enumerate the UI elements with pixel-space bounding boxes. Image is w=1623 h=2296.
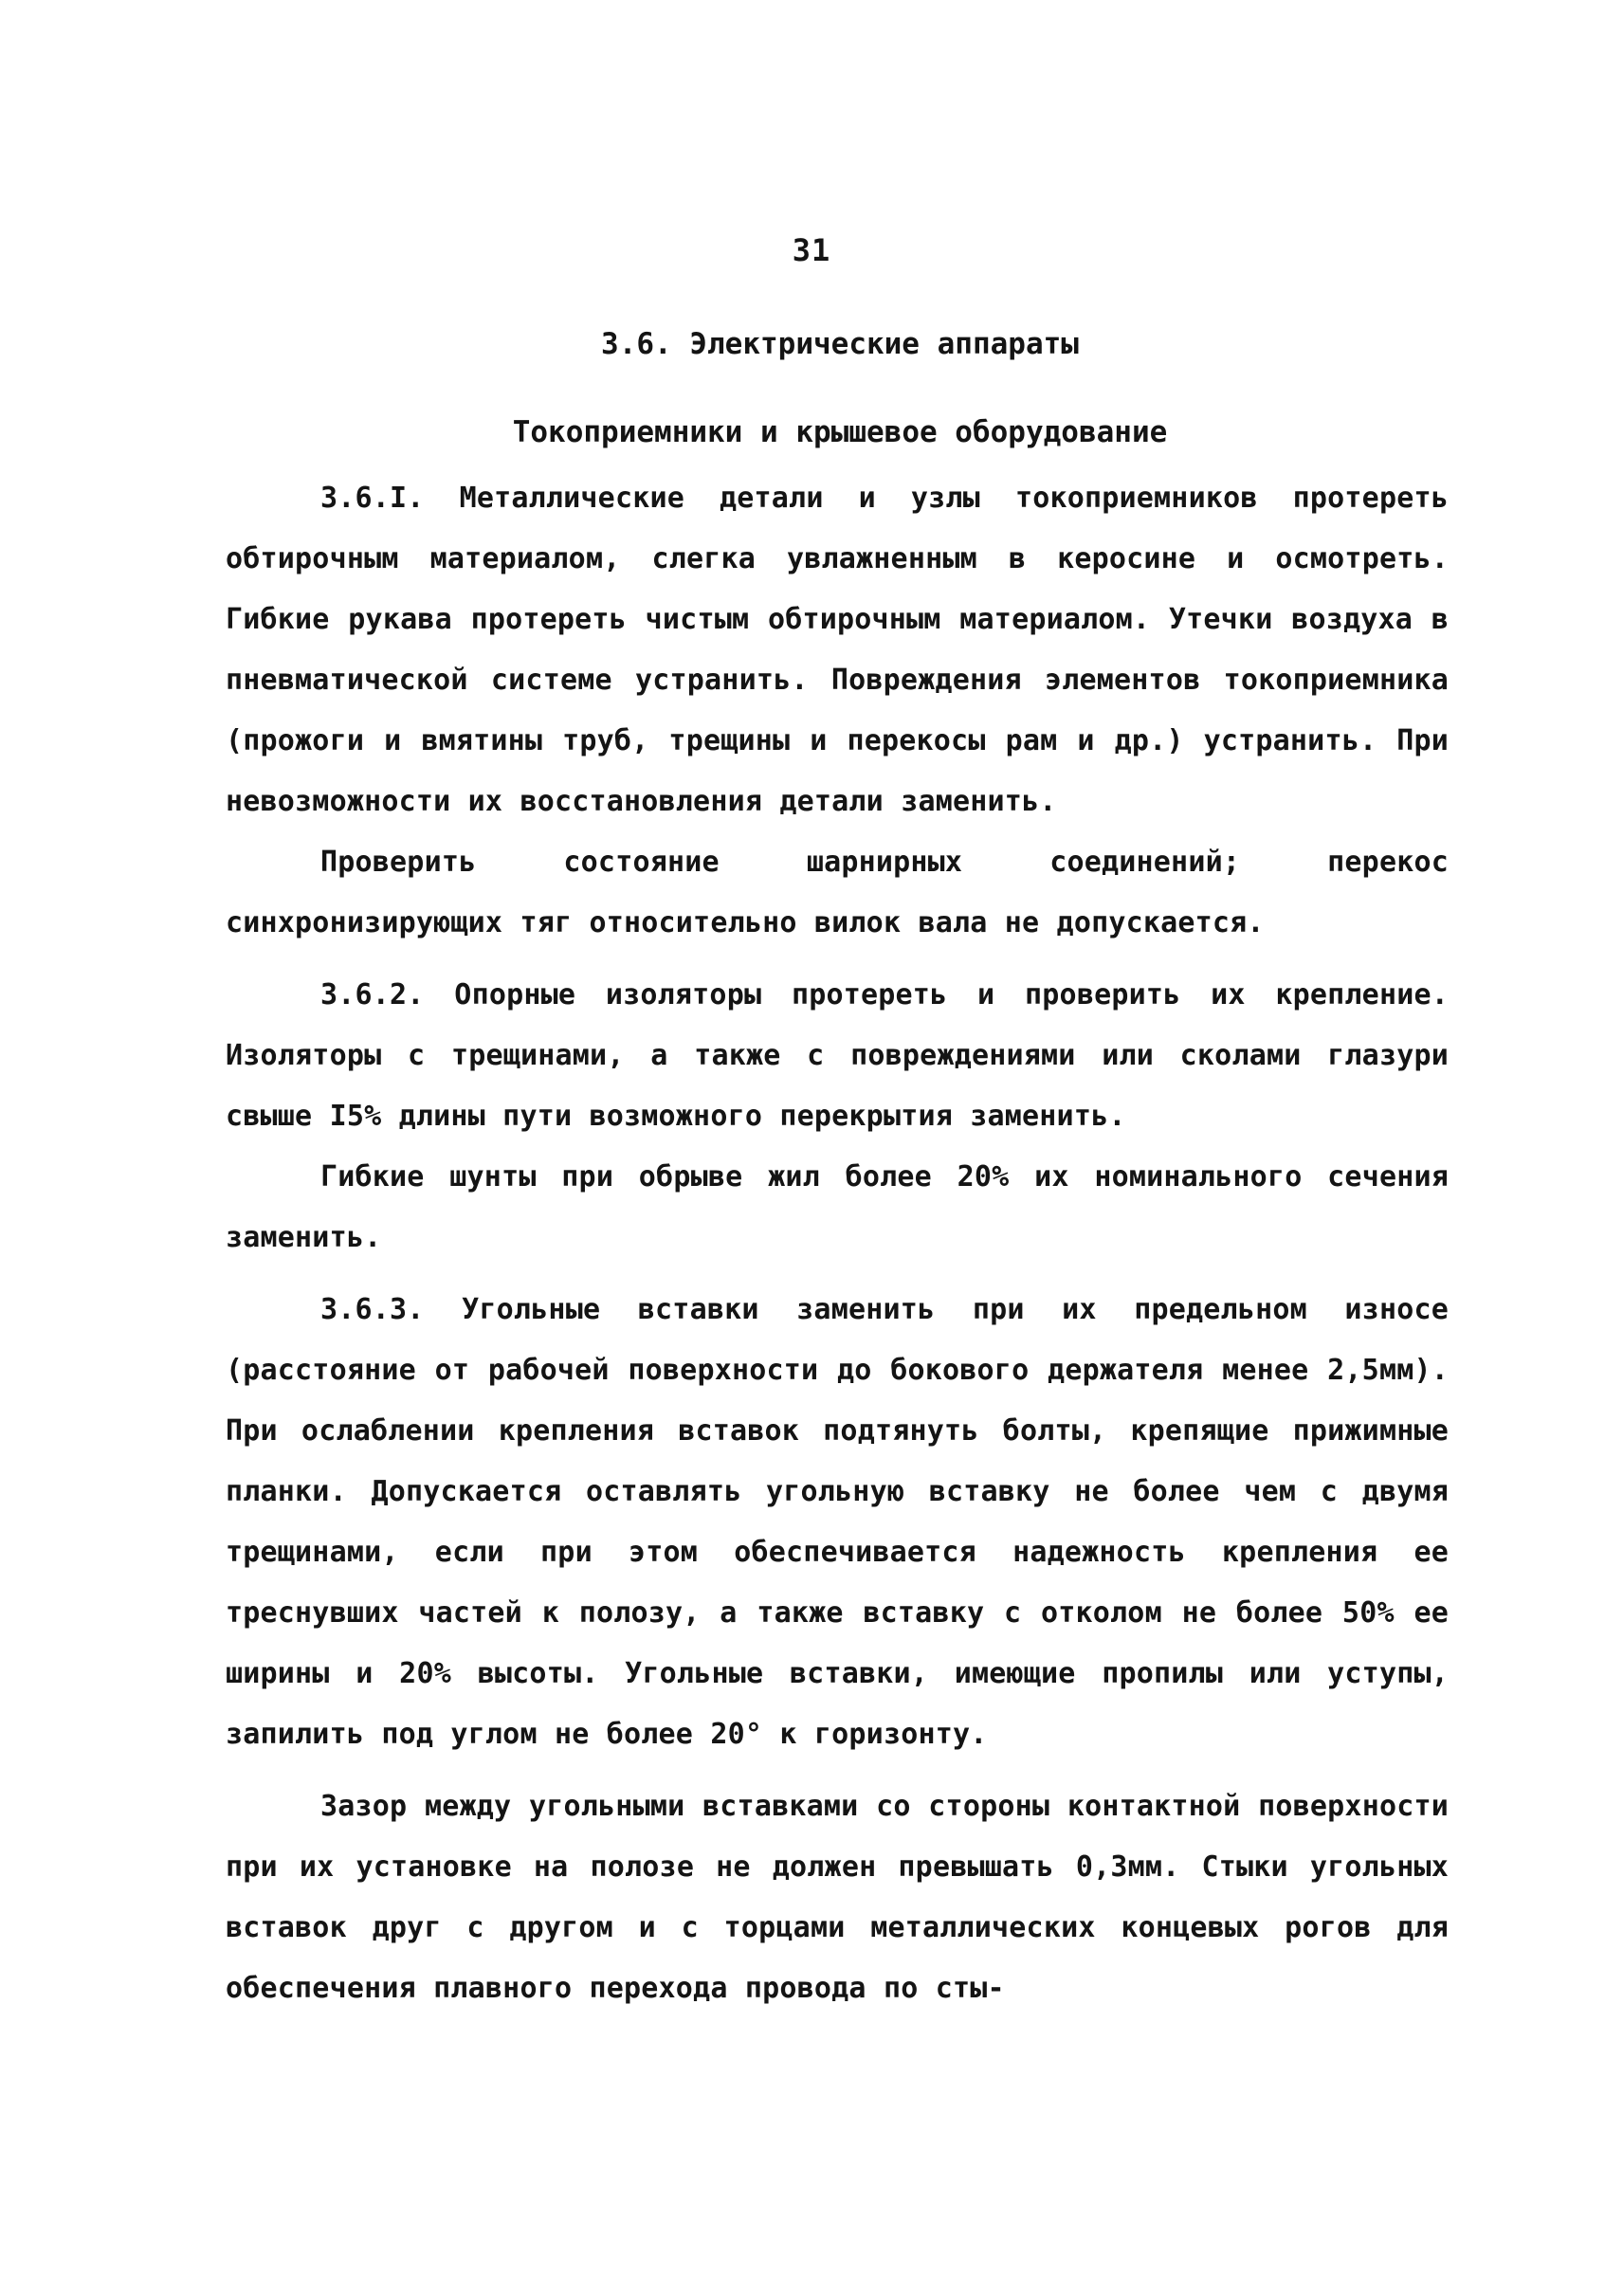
body-text: [226, 468, 1449, 2019]
section-title: 3.6. Электрические аппараты: [601, 327, 1079, 361]
paragraph-3-6-3: 3.6.3. Угольные вставки заменить при их предельном износе (расстояние от рабочей поверхности до бокового держателя менее 2,5мм). При ослаблении крепления вставок подтянуть болты, крепящие прижимные планки. Допускается оставлять угольную вставку не более чем с двумя трещинами, если при этом обеспечивается надежность крепления ее треснувших частей к полозу, а также вставку с отколом не более 50% ее ширины и 20% высоты. Угольные вставки, имеющие пропилы или уступы, запилить под углом не более 20° к горизонту.: [226, 1293, 1449, 1751]
subsection-title: Токоприемники и крышевое оборудование: [512, 415, 1168, 449]
paragraph-hinge-check: Проверить состояние шарнирных соединений; перекос синхронизирующих тяг относительно вилок вала не допускается.: [226, 846, 1449, 939]
paragraph-3-6-2: 3.6.2. Опорные изоляторы протереть и проверить их крепление. Изоляторы с трещинами, а также с повреждениями или сколами глазури свыше I5% длины пути возможного перекрытия заменить.: [226, 978, 1449, 1133]
paragraph-3-6-1: 3.6.I. Металлические детали и узлы токоприемников протереть обтирочным материалом, слегка увлажненным в керосине и осмотреть. Гибкие рукава протереть чистым обтирочным материалом. Утечки воздуха в пневматической системе устранить. Повреждения элементов токоприемника (прожоги и вмятины труб, трещины и перекосы рам и др.) устранить. При невозможности их восстановления детали заменить.: [226, 482, 1449, 818]
paragraph-flexible-shunts: Гибкие шунты при обрыве жил более 20% их номинального сечения заменить.: [226, 1160, 1449, 1254]
page-number: 31: [792, 232, 831, 268]
paragraph-gap-between-inserts: Зазор между угольными вставками со стороны контактной поверхности при их установке на полозе не должен превышать 0,3мм. Стыки угольных вставок друг с другом и с торцами металлических концевых рогов для обеспечения плавного перехода провода по сты-: [226, 1790, 1449, 2005]
